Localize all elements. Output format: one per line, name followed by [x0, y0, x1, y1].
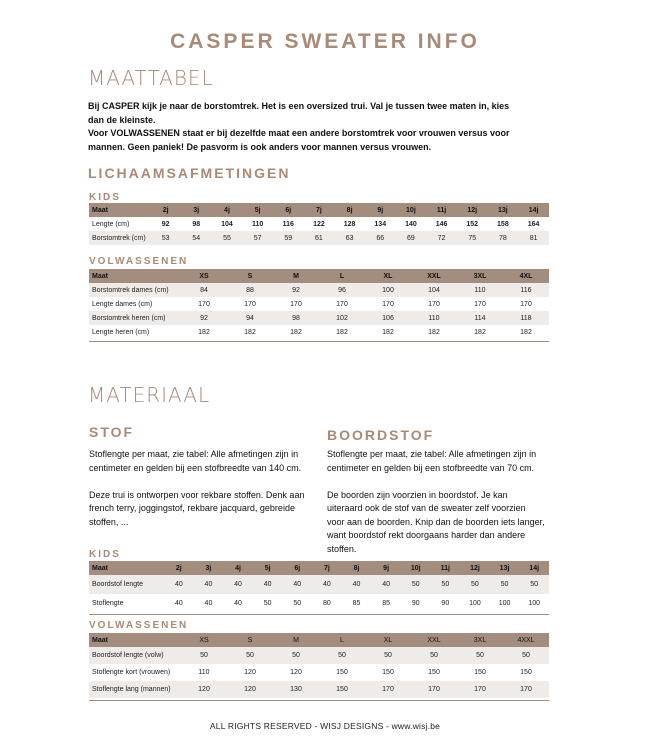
- table-cell: Stoflengte lang (mannen): [89, 681, 181, 698]
- text-line: Stoflengte per maat, zie tabel: Alle afmetingen zijn in: [327, 449, 537, 459]
- table-cell: 9j: [365, 203, 396, 217]
- table-cell: 170: [428, 300, 440, 308]
- table-cell: 50: [365, 647, 411, 664]
- table-cell: 150: [428, 669, 440, 676]
- table-cell: 75: [457, 231, 488, 245]
- table-cell: 72: [426, 231, 457, 245]
- table-cell: 150: [474, 669, 486, 676]
- table-cell: XL: [365, 633, 411, 647]
- table-cell: 40: [234, 600, 242, 607]
- table-cell: 104: [411, 283, 457, 297]
- text-line: centimeter en gelden bij een stofbreedte van 70 cm.: [327, 462, 535, 473]
- table-cell: 3XL: [457, 633, 503, 647]
- table-cell: 182: [474, 328, 486, 336]
- table-cell: XXL: [411, 633, 457, 647]
- table-cell: 50: [319, 647, 365, 664]
- table-cell: 170: [520, 300, 532, 308]
- text-line: De boorden zijn voorzien in boordstof. Je kan: [327, 489, 508, 500]
- boordstof-text: [327, 448, 567, 556]
- table-cell: 170: [290, 300, 302, 308]
- table-cell: L: [319, 633, 365, 647]
- kids-label: KIDS: [89, 192, 121, 203]
- table-cell: Maat: [89, 561, 164, 575]
- table-cell: 10j: [396, 203, 427, 217]
- table-row: [89, 297, 549, 311]
- table-cell: Boordstof lengte (volw): [89, 647, 181, 664]
- table-cell: 4XXL: [503, 633, 549, 647]
- table-cell: 5j: [253, 561, 283, 575]
- kids-body-table: [89, 203, 549, 245]
- text-line: [89, 475, 329, 489]
- table-row: [89, 647, 549, 664]
- table-cell: 80: [322, 600, 331, 607]
- table-cell: 164: [527, 220, 540, 228]
- materiaal-heading: MATERIAAL: [88, 383, 211, 407]
- table-cell: 170: [365, 681, 411, 698]
- table-cell: 63: [334, 231, 365, 245]
- table-cell: XS: [181, 269, 227, 283]
- table-cell: XS: [181, 633, 227, 647]
- adult-fabric-table: [89, 633, 549, 698]
- table-cell: Maat: [89, 269, 181, 283]
- table-cell: 50: [273, 647, 319, 664]
- table-row: [89, 681, 549, 698]
- table-cell: 104: [221, 220, 233, 228]
- table-cell: 53: [150, 231, 181, 245]
- lichaamsafmetingen-heading: LICHAAMSAFMETINGEN: [88, 165, 291, 181]
- table-cell: 4XL: [503, 269, 549, 283]
- table-row: [89, 231, 549, 245]
- table-cell: 40: [194, 575, 224, 594]
- boordstof-heading: BOORDSTOF: [327, 427, 435, 443]
- table-cell: 40: [282, 575, 312, 594]
- table-cell: Boordstof lengte: [89, 575, 164, 594]
- table-cell: 5j: [242, 203, 273, 217]
- intro-text: [88, 100, 558, 154]
- table-cell: 182: [382, 328, 394, 336]
- table-cell: 50: [227, 647, 273, 664]
- text-line: Deze trui is ontworpen voor rekbare stoffen. Denk aan: [89, 489, 305, 500]
- table-cell: Borstomtrek heren (cm): [89, 311, 181, 325]
- stof-heading: STOF: [89, 424, 135, 440]
- table-cell: 146: [435, 220, 448, 228]
- table-cell: L: [319, 269, 365, 283]
- text-line: stoffen.: [327, 543, 357, 554]
- table-cell: 102: [319, 311, 365, 325]
- table-cell: 94: [227, 311, 273, 325]
- table-cell: 110: [198, 669, 210, 676]
- table-cell: 69: [396, 231, 427, 245]
- table-cell: 170: [457, 681, 503, 698]
- footer-copyright: ALL RIGHTS RESERVED - WISJ DESIGNS - www.wisj.be: [209, 721, 441, 731]
- kids-fabric-table: [89, 561, 549, 613]
- table-row: [89, 217, 549, 231]
- text-line: Stoflengte per maat, zie tabel: Alle afmetingen zijn in: [89, 449, 299, 459]
- table-cell: Borstomtrek (cm): [89, 231, 150, 245]
- table-cell: 100: [528, 600, 541, 607]
- table-cell: 110: [251, 220, 264, 228]
- text-line: french terry, joggingstof, rekbare jacquard, gebreide: [89, 503, 295, 513]
- table-cell: 61: [304, 231, 335, 245]
- table-cell: 50: [431, 575, 461, 594]
- table-cell: 170: [382, 300, 394, 308]
- maattabel-heading: MAATTABEL: [88, 66, 214, 90]
- intro-line: dan de kleinste.: [88, 114, 156, 125]
- table-cell: S: [227, 269, 273, 283]
- table-cell: 140: [405, 220, 417, 228]
- table-cell: 98: [273, 311, 319, 325]
- table-cell: S: [227, 633, 273, 647]
- table-cell: 170: [474, 300, 486, 308]
- table-cell: 40: [164, 575, 194, 594]
- table-cell: 50: [401, 575, 431, 594]
- table-cell: 110: [457, 283, 503, 297]
- table-cell: Lengte (cm): [92, 220, 130, 228]
- table-cell: 12j: [457, 203, 488, 217]
- table-cell: 120: [290, 669, 302, 676]
- table-cell: 150: [520, 669, 532, 676]
- table-cell: 14j: [519, 561, 549, 575]
- table-cell: 122: [313, 220, 325, 228]
- table-cell: 40: [371, 575, 401, 594]
- table-cell: 40: [253, 575, 283, 594]
- table-cell: 85: [382, 600, 390, 607]
- table-row: [89, 311, 549, 325]
- table-cell: 50: [503, 647, 549, 664]
- table-cell: 50: [411, 647, 457, 664]
- table-cell: 4j: [212, 203, 243, 217]
- table-cell: Stoflengte: [92, 600, 124, 607]
- table-cell: 114: [457, 311, 503, 325]
- table-cell: 96: [319, 283, 365, 297]
- table-cell: 92: [181, 311, 227, 325]
- page-title: CASPER SWEATER INFO: [170, 30, 480, 53]
- stof-text: [89, 448, 329, 529]
- table-cell: 84: [181, 283, 227, 297]
- table-cell: Maat: [89, 203, 150, 217]
- table-cell: 100: [365, 283, 411, 297]
- table-cell: 170: [244, 300, 256, 308]
- table-cell: 3XL: [457, 269, 503, 283]
- table-cell: 55: [212, 231, 243, 245]
- text-line: centimeter en gelden bij een stofbreedte van 140 cm.: [89, 462, 302, 473]
- table-cell: 40: [204, 600, 213, 607]
- intro-line: mannen. Geen paniek! De pasvorm is ook anders voor mannen versus vrouwen.: [88, 141, 432, 152]
- table-cell: 182: [336, 328, 348, 336]
- table-cell: 182: [428, 328, 440, 336]
- table-row: [89, 594, 549, 613]
- table-cell: 2j: [150, 203, 181, 217]
- table-cell: 182: [520, 328, 532, 336]
- table-cell: 118: [503, 311, 549, 325]
- table-cell: 110: [411, 311, 457, 325]
- table-cell: 150: [319, 681, 365, 698]
- table-cell: 120: [181, 681, 227, 698]
- table-cell: 6j: [282, 561, 312, 575]
- table-cell: 92: [161, 220, 170, 228]
- kids-label: KIDS: [89, 549, 121, 560]
- table-cell: 57: [242, 231, 273, 245]
- table-cell: 50: [490, 575, 520, 594]
- table-bottom-divider: [89, 341, 549, 342]
- table-cell: 7j: [304, 203, 335, 217]
- table-cell: Maat: [89, 633, 181, 647]
- table-cell: Lengte dames (cm): [92, 300, 153, 308]
- table-cell: 100: [469, 600, 481, 607]
- table-cell: XXL: [411, 269, 457, 283]
- table-cell: 182: [290, 328, 302, 336]
- table-cell: 116: [282, 220, 294, 228]
- table-cell: 98: [192, 220, 201, 228]
- table-cell: 54: [181, 231, 212, 245]
- table-row: [89, 575, 549, 594]
- table-cell: 50: [263, 600, 272, 607]
- table-cell: M: [273, 269, 319, 283]
- table-cell: 40: [174, 600, 183, 607]
- table-cell: Lengte heren (cm): [92, 328, 150, 336]
- table-cell: 50: [457, 647, 503, 664]
- table-cell: 11j: [431, 561, 461, 575]
- table-cell: 120: [227, 681, 273, 698]
- table-cell: 6j: [273, 203, 304, 217]
- text-line: [327, 475, 567, 489]
- text-line: voor aan de boorden. Knip dan de boorden iets langer,: [327, 516, 545, 527]
- table-cell: 90: [441, 600, 450, 607]
- table-cell: 170: [411, 681, 457, 698]
- table-cell: 40: [223, 575, 253, 594]
- table-cell: XL: [365, 269, 411, 283]
- table-header-row: [89, 633, 549, 647]
- table-cell: 8j: [342, 561, 372, 575]
- table-cell: 120: [244, 669, 256, 676]
- table-cell: 88: [227, 283, 273, 297]
- text-line: stoffen, ...: [89, 516, 129, 527]
- table-cell: 40: [312, 575, 342, 594]
- table-cell: 170: [336, 300, 348, 308]
- volwassenen-label: VOLWASSENEN: [89, 620, 189, 631]
- table-cell: 85: [352, 600, 361, 607]
- table-cell: 50: [460, 575, 490, 594]
- table-row: [89, 325, 549, 339]
- table-cell: 10j: [401, 561, 431, 575]
- table-cell: 182: [244, 328, 256, 336]
- table-header-row: [89, 561, 549, 575]
- table-cell: 170: [198, 300, 210, 308]
- volwassenen-label: VOLWASSENEN: [89, 256, 189, 267]
- table-cell: Stoflengte kort (vrouwen): [92, 669, 171, 676]
- table-cell: 100: [498, 600, 511, 607]
- table-cell: 152: [466, 220, 479, 228]
- intro-line: Bij CASPER kijk je naar de borstomtrek. Het is een oversized trui. Val je tussen twee maten in, kies: [88, 101, 510, 111]
- table-header-row: [89, 269, 549, 283]
- table-cell: 66: [365, 231, 396, 245]
- table-cell: 182: [198, 328, 210, 336]
- table-cell: 14j: [518, 203, 549, 217]
- table-header-row: [89, 203, 549, 217]
- table-row: [89, 664, 549, 681]
- table-cell: 11j: [426, 203, 457, 217]
- table-cell: 9j: [371, 561, 401, 575]
- table-cell: 2j: [164, 561, 194, 575]
- table-cell: 40: [342, 575, 372, 594]
- table-cell: 130: [273, 681, 319, 698]
- intro-line: Voor VOLWASSENEN staat er bij dezelfde maat een andere borstomtrek voor vrouwen versus voor: [88, 128, 510, 138]
- table-cell: 4j: [223, 561, 253, 575]
- table-cell: 13j: [488, 203, 519, 217]
- table-cell: M: [273, 633, 319, 647]
- text-line: want boordstof rekt doorgaans harder dan andere: [327, 530, 526, 540]
- table-cell: 50: [293, 600, 302, 607]
- text-line: uiteraard ook de stof van de sweater zelf voorzien: [327, 503, 526, 513]
- table-row: [89, 283, 549, 297]
- table-cell: 158: [497, 220, 509, 228]
- table-cell: 8j: [334, 203, 365, 217]
- table-cell: 50: [181, 647, 227, 664]
- table-cell: Borstomtrek dames (cm): [89, 283, 181, 297]
- table-cell: 3j: [194, 561, 224, 575]
- table-cell: 90: [411, 600, 420, 607]
- table-cell: 7j: [312, 561, 342, 575]
- adult-body-table: [89, 269, 549, 339]
- table-cell: 116: [503, 283, 549, 297]
- table-cell: 12j: [460, 561, 490, 575]
- table-cell: 3j: [181, 203, 212, 217]
- table-cell: 50: [519, 575, 549, 594]
- table-cell: 59: [273, 231, 304, 245]
- table-cell: 81: [518, 231, 549, 245]
- table-cell: 13j: [490, 561, 520, 575]
- table-cell: 106: [365, 311, 411, 325]
- table-cell: 92: [273, 283, 319, 297]
- table-bottom-divider: [89, 614, 549, 615]
- table-bottom-divider: [89, 700, 549, 701]
- table-cell: 128: [343, 220, 356, 228]
- table-cell: 150: [336, 669, 348, 676]
- table-cell: 170: [503, 681, 549, 698]
- table-cell: 150: [382, 669, 394, 676]
- table-cell: 78: [488, 231, 519, 245]
- table-cell: 134: [374, 220, 387, 228]
